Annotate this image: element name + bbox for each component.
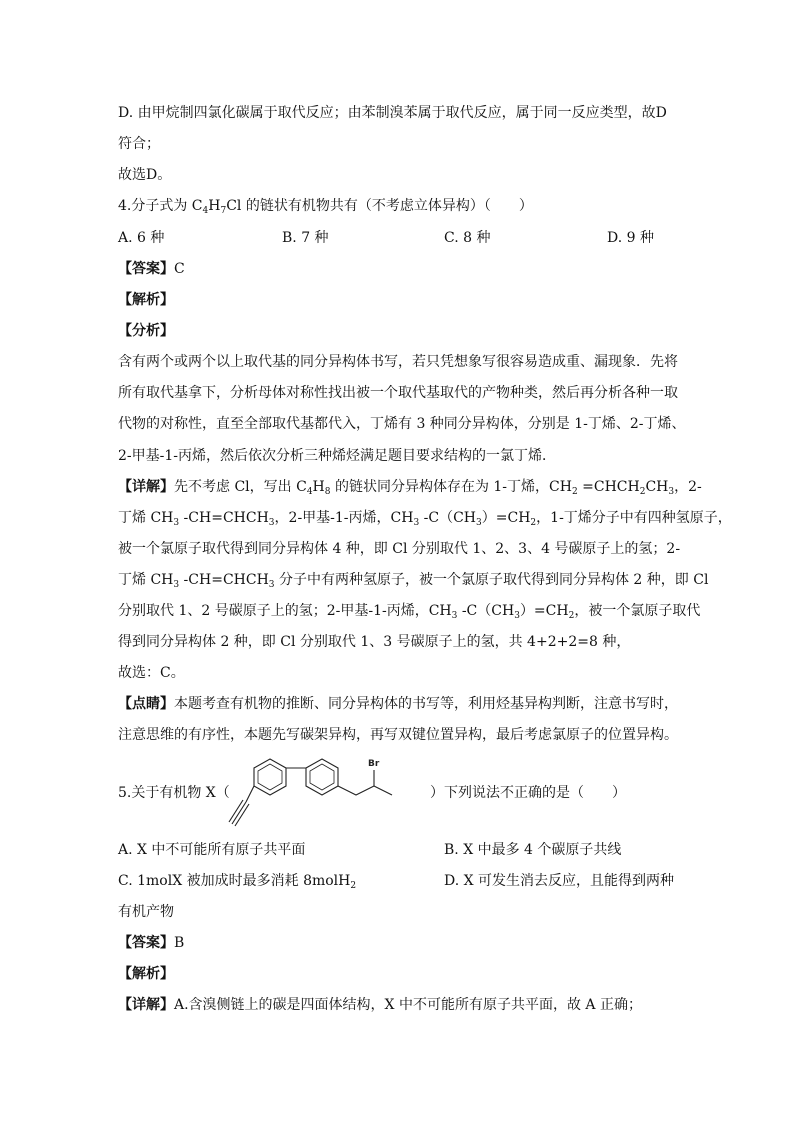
option-c: C. 1molX 被加成时最多消耗 8molH$_2$ [118, 873, 357, 891]
question-5-stem-end: ）下列说法不正确的是（ ） [430, 785, 626, 801]
fenxi-line: 所有取代基拿下，分析母体对称性找出被一个取代基取代的产物种类，然后再分析各种一取 [118, 385, 678, 401]
option-b: B. X 中最多 4 个碳原子共线 [444, 842, 622, 858]
answer-line: 【答案】C [118, 261, 185, 277]
detail-line: 丁烯 $CH_3$ $-CH=CHCH_3$，2-甲基-1-丙烯，$CH_3$ $-C(CH_3)=CH_2$，1-丁烯分子中有四种氢原子， [118, 510, 732, 528]
option-a: A. 6 种 [118, 230, 165, 246]
option-d: D. X 可发生消去反应，且能得到两种 [444, 873, 675, 889]
detail-line: 【详解】A.含溴侧链上的碳是四面体结构，X 中不可能所有原子共平面，故 A 正确； [118, 997, 642, 1013]
fenxi-line: 含有两个或两个以上取代基的同分异构体书写，若只凭想象写很容易造成重、漏现象．先将 [118, 354, 678, 370]
text-line: 故选：C。 [118, 665, 185, 681]
option-d: D. 9 种 [607, 230, 654, 246]
detail-line: 得到同分异构体 2 种，即 Cl 分别取代 1、3 号碳原子上的氢，共 4+2+2=8 种， [118, 634, 631, 650]
fenxi-heading: 【分析】 [118, 323, 174, 339]
option-c: C. 8 种 [444, 230, 491, 246]
analysis-heading: 【解析】 [118, 966, 174, 982]
alkyne-stub [246, 786, 254, 802]
side-chain [338, 786, 392, 795]
fenxi-line: 2-甲基-1-丙烯，然后依次分析三种烯烃满足题目要求结构的一氯丁烯． [118, 448, 557, 464]
br-label: Br [368, 759, 380, 769]
option-d-continued: 有机产物 [118, 904, 174, 920]
text-line: 符合； [118, 136, 160, 152]
detail-line: 分别取代 1、2 号碳原子上的氢；2-甲基-1-丙烯，$CH_3$ $-C(CH_3)=CH_2$，被一个氯原子取代 [118, 603, 701, 621]
option-b: B. 7 种 [282, 230, 329, 246]
analysis-heading: 【解析】 [118, 292, 174, 308]
text-line: D. 由甲烷制四氯化碳属于取代反应；由苯制溴苯属于取代反应，属于同一反应类型，故D [118, 105, 667, 121]
fenxi-line: 代物的对称性，直至全部取代基都代入，丁烯有 3 种同分异构体，分别是 1-丁烯、2-丁烯、 [118, 416, 686, 432]
question-4-stem: 4.分子式为 $C_4H_7Cl$ 的链状有机物共有（不考虑立体异构）（ ） [118, 198, 533, 216]
structure-diagram [220, 752, 430, 832]
dianjing-line: 【点睛】本题考查有机物的推断、同分异构体的书写等，利用烃基异构判断，注意书写时， [118, 696, 678, 712]
detail-line: 【详解】先不考虑 Cl，写出 $C_4H_8$ 的链状同分异构体存在为 1-丁烯，$CH_2$ $=CHCH_2CH_3$，2- [118, 479, 702, 497]
text-line: 故选D。 [118, 167, 172, 183]
detail-line: 被一个氯原子取代得到同分异构体 4 种，即 Cl 分别取代 1、2、3、4 号碳原子上的氢；2- [118, 541, 681, 557]
answer-line: 【答案】B [118, 935, 185, 951]
dianjing-line: 注意思维的有序性，本题先写碳架异构，再写双键位置异构，最后考虑氯原子的位置异构。 [118, 727, 678, 743]
question-5-stem-start: 5.关于有机物 X（ [118, 785, 230, 801]
option-a: A. X 中不可能所有原子共平面 [118, 842, 306, 858]
detail-line: 丁烯 $CH_3$ $-CH=CHCH_3$ 分子中有两种氢原子，被一个氯原子取代得到同分异构体 2 种，即 Cl [118, 572, 709, 590]
